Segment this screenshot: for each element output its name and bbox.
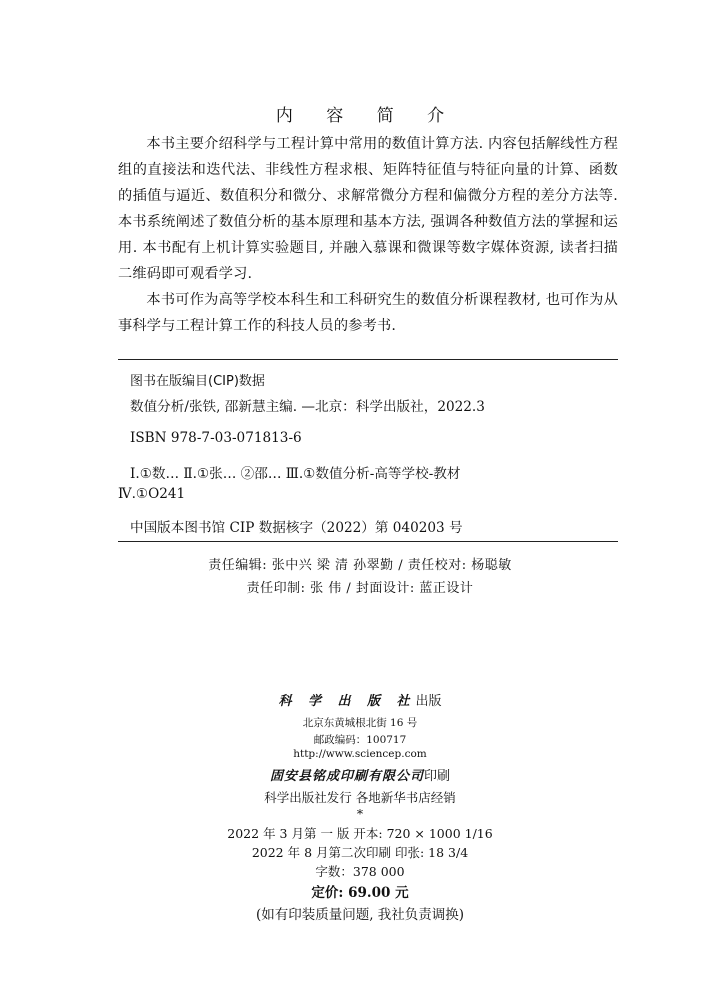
publisher-address: 北京东黄城根北街 16 号 [302, 717, 418, 729]
cip-header: 图书在版编目(CIP)数据 [130, 374, 265, 389]
cip-subject-line-1: Ⅰ.①数… Ⅱ.①张… ②邵… Ⅲ.①数值分析-高等学校-教材 [130, 466, 461, 482]
price: 定价: 69.00 元 [311, 885, 409, 901]
printing-info: 2022 年 8 月第二次印刷 印张: 18 3/4 [251, 845, 469, 860]
cip-bottom-rule [118, 541, 618, 542]
cip-title-line: 数值分析/张铁, 邵新慧主编. —北京：科学出版社，2022.3 [130, 399, 485, 415]
credits-line-2: 责任印制: 张 伟 / 封面设计: 蓝正设计 [246, 581, 474, 596]
summary-text [118, 131, 618, 339]
cip-subject-line-2: Ⅳ.①O241 [118, 486, 186, 502]
printer-suffix: 印刷 [424, 769, 451, 784]
summary-paragraph-2: 本书可作为高等学校本科生和工科研究生的数值分析课程教材, 也可作为从事科学与工程计算工作的科技人员的参考书. [118, 292, 618, 334]
distribution: 科学出版社发行 各地新华书店经销 [264, 790, 456, 805]
printer-name: 固安县铭成印刷有限公司 [269, 769, 424, 784]
publisher-name-line [0, 690, 720, 709]
summary-heading: 内 容 简 介 [275, 106, 459, 126]
publisher-postcode: 邮政编码：100717 [313, 734, 407, 746]
printer-line [0, 765, 720, 784]
cip-number: 中国版本图书馆 CIP 数据核字（2022）第 040203 号 [130, 520, 463, 536]
publisher-name-suffix: 出版 [415, 694, 442, 709]
edition-info: 2022 年 3 月第 一 版 开本: 720 × 1000 1/16 [227, 826, 493, 841]
publisher-block [0, 690, 720, 930]
cip-isbn: ISBN 978-7-03-071813-6 [130, 430, 302, 446]
publisher-name: 科 学 出 版 社 [278, 694, 416, 709]
credits-line-1: 责任编辑: 张中兴 梁 清 孙翠勤 / 责任校对: 杨聪敏 [208, 558, 512, 573]
separator-star: * [356, 806, 364, 821]
word-count: 字数：378 000 [315, 864, 405, 879]
quality-notice: (如有印装质量问题, 我社负责调换) [255, 907, 465, 923]
summary-paragraph-1: 本书主要介绍科学与工程计算中常用的数值计算方法. 内容包括解线性方程组的直接法和迭代法、非线性方程求根、矩阵特征值与特征向量的计算、函数的插值与逼近、数值积分和微分、求解常微分方程和偏微分方程的差分方法等. 本书系统阐述了数值分析的基本原理和基本方法, 强调各种数值方法的掌握和运用. 本书配有上机计算实验题目, 并融入慕课和微课等数字媒体资源, 读者扫描二维码即可观看学习. [118, 136, 618, 282]
cip-block [118, 360, 618, 540]
publisher-website: http://www.sciencep.com [293, 748, 427, 760]
